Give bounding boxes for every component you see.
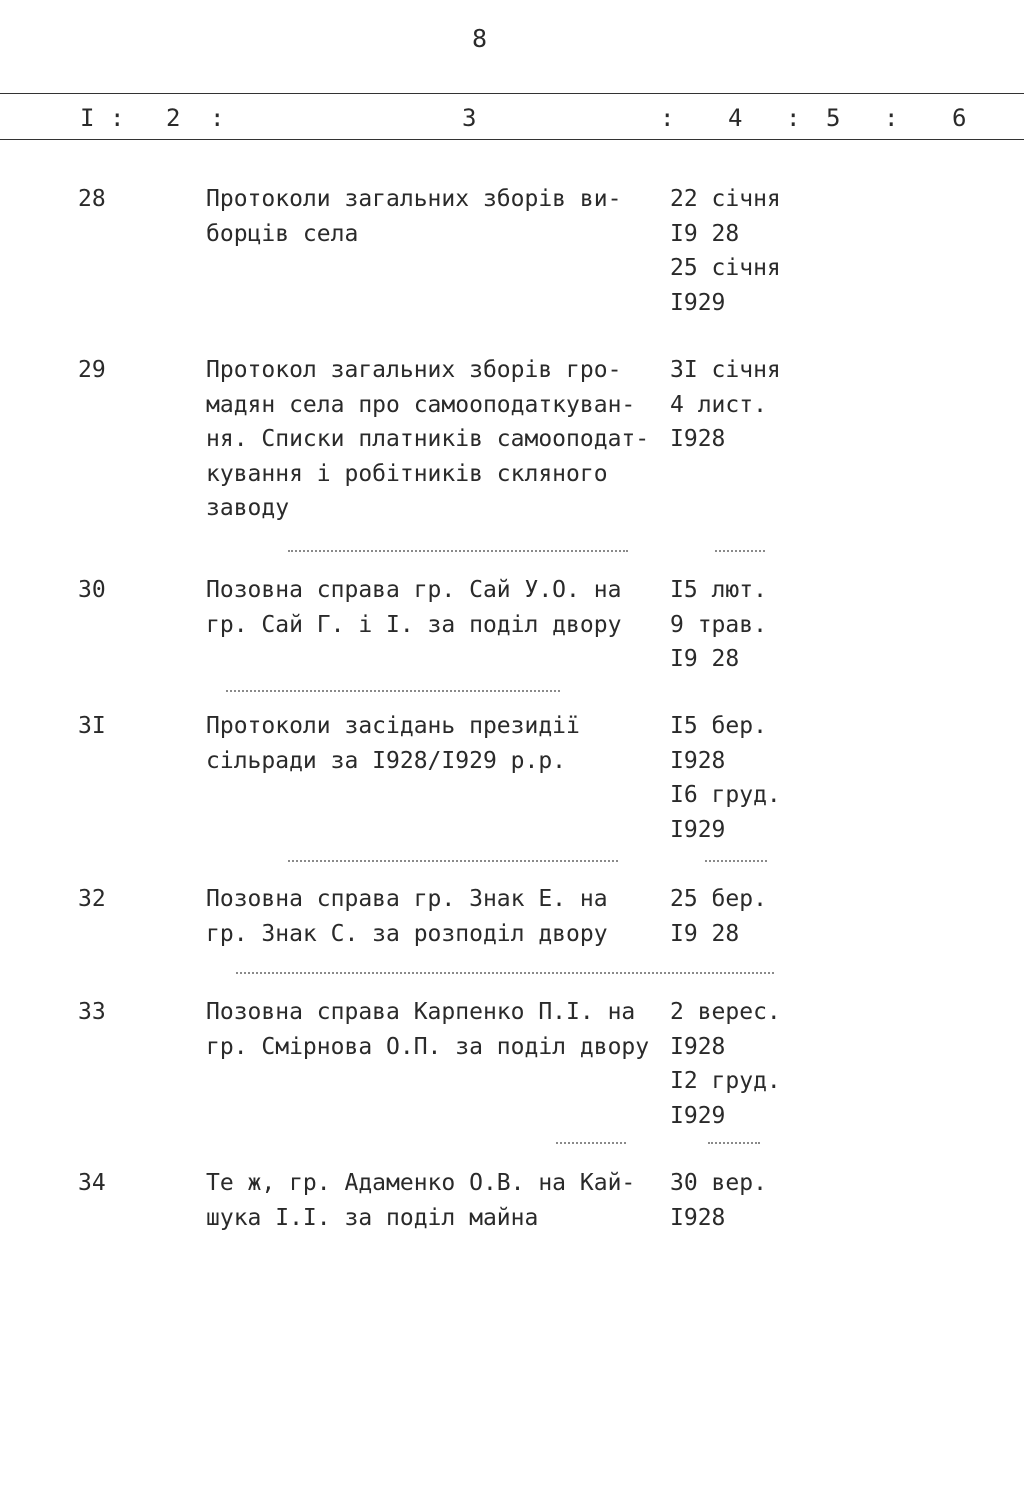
entry-description xyxy=(206,995,666,1064)
description-line: Протоколи загальних зборів ви- xyxy=(206,186,622,212)
description-line: гр. Знак С. за розподіл двору xyxy=(206,920,608,947)
date-line: 22 січня xyxy=(670,186,781,212)
entry-description xyxy=(206,1166,666,1235)
column-separator: : xyxy=(660,104,675,132)
header-top-rule xyxy=(0,93,1024,94)
date-line: I6 груд. xyxy=(670,782,781,808)
description-line: сільради за I928/I929 р.р. xyxy=(206,747,567,774)
date-line: I928 xyxy=(670,1033,726,1060)
column-4-header: 4 xyxy=(728,104,743,132)
entry-number: 33 xyxy=(78,999,106,1025)
page-number: 8 xyxy=(471,24,489,53)
dotted-separator xyxy=(226,690,560,692)
date-line: I928 xyxy=(670,426,726,452)
entry-dates xyxy=(670,709,820,847)
description-line: Те ж, гр. Адаменко О.В. на Кай- xyxy=(206,1170,636,1196)
column-6-header: 6 xyxy=(952,104,967,132)
entry-number: 32 xyxy=(78,886,106,912)
description-line: ня. Списки платників самооподат- xyxy=(206,426,650,452)
date-line: I928 xyxy=(670,1204,726,1231)
date-line: I9 28 xyxy=(670,646,740,672)
date-line: 30 вер. xyxy=(670,1170,767,1196)
entry-dates xyxy=(670,995,820,1133)
dotted-separator xyxy=(708,1142,760,1144)
date-line: I929 xyxy=(670,289,726,316)
column-separator: : xyxy=(210,104,225,132)
date-line: I5 бер. xyxy=(670,713,767,739)
description-line: мадян села про самооподаткуван- xyxy=(206,391,636,418)
date-line: I928 xyxy=(670,747,726,774)
dotted-separator xyxy=(288,860,618,862)
entry-description xyxy=(206,709,666,778)
entry-dates xyxy=(670,353,820,457)
column-1-header: I xyxy=(80,104,95,132)
date-line: 25 бер. xyxy=(670,886,767,912)
column-separator: : xyxy=(110,104,125,132)
date-line: 4 лист. xyxy=(670,391,767,418)
entry-number: 34 xyxy=(78,1170,106,1196)
table-header xyxy=(0,104,1024,134)
header-bottom-rule xyxy=(0,139,1024,140)
dotted-separator xyxy=(236,972,774,974)
description-line: шука І.І. за поділ майна xyxy=(206,1204,539,1231)
description-line: заводу xyxy=(206,495,290,521)
description-line: Протокол загальних зборів гро- xyxy=(206,357,622,383)
description-line: Позовна справа гр. Сай У.О. на xyxy=(206,577,622,603)
description-line: Протоколи засідань президії xyxy=(206,713,580,739)
entry-description xyxy=(206,573,666,642)
dotted-separator xyxy=(556,1142,626,1144)
date-line: 3I січня xyxy=(670,357,781,383)
entry-dates xyxy=(670,182,820,320)
entry-number: 29 xyxy=(78,357,106,383)
column-separator: : xyxy=(884,104,899,132)
entry-dates xyxy=(670,1166,820,1235)
entry-description xyxy=(206,882,666,951)
column-2-header: 2 xyxy=(166,104,181,132)
entry-description xyxy=(206,353,666,526)
date-line: I929 xyxy=(670,1102,726,1129)
entry-number: 28 xyxy=(78,186,106,212)
dotted-separator xyxy=(705,860,767,862)
date-line: I9 28 xyxy=(670,220,740,247)
description-line: Позовна справа гр. Знак Е. на xyxy=(206,886,608,912)
column-3-header: 3 xyxy=(462,104,477,132)
description-line: Позовна справа Карпенко П.І. на xyxy=(206,999,636,1025)
date-line: I929 xyxy=(670,816,726,843)
entry-number: 30 xyxy=(78,577,106,603)
entry-dates xyxy=(670,573,820,677)
entry-dates xyxy=(670,882,820,951)
dotted-separator xyxy=(288,550,628,552)
date-line: 9 трав. xyxy=(670,611,767,638)
dotted-separator xyxy=(715,550,765,552)
column-separator: : xyxy=(786,104,801,132)
description-line: борців села xyxy=(206,220,359,247)
date-line: I5 лют. xyxy=(670,577,767,603)
description-line: гр. Сай Г. і І. за поділ двору xyxy=(206,611,622,638)
date-line: 2 верес. xyxy=(670,999,781,1025)
column-5-header: 5 xyxy=(826,104,841,132)
date-line: I9 28 xyxy=(670,920,740,947)
description-line: гр. Смірнова О.П. за поділ двору xyxy=(206,1033,650,1060)
entry-number: 3I xyxy=(78,713,106,739)
date-line: I2 груд. xyxy=(670,1068,781,1094)
entry-description xyxy=(206,182,666,251)
description-line: кування і робітників скляного xyxy=(206,460,608,487)
date-line: 25 січня xyxy=(670,255,781,281)
